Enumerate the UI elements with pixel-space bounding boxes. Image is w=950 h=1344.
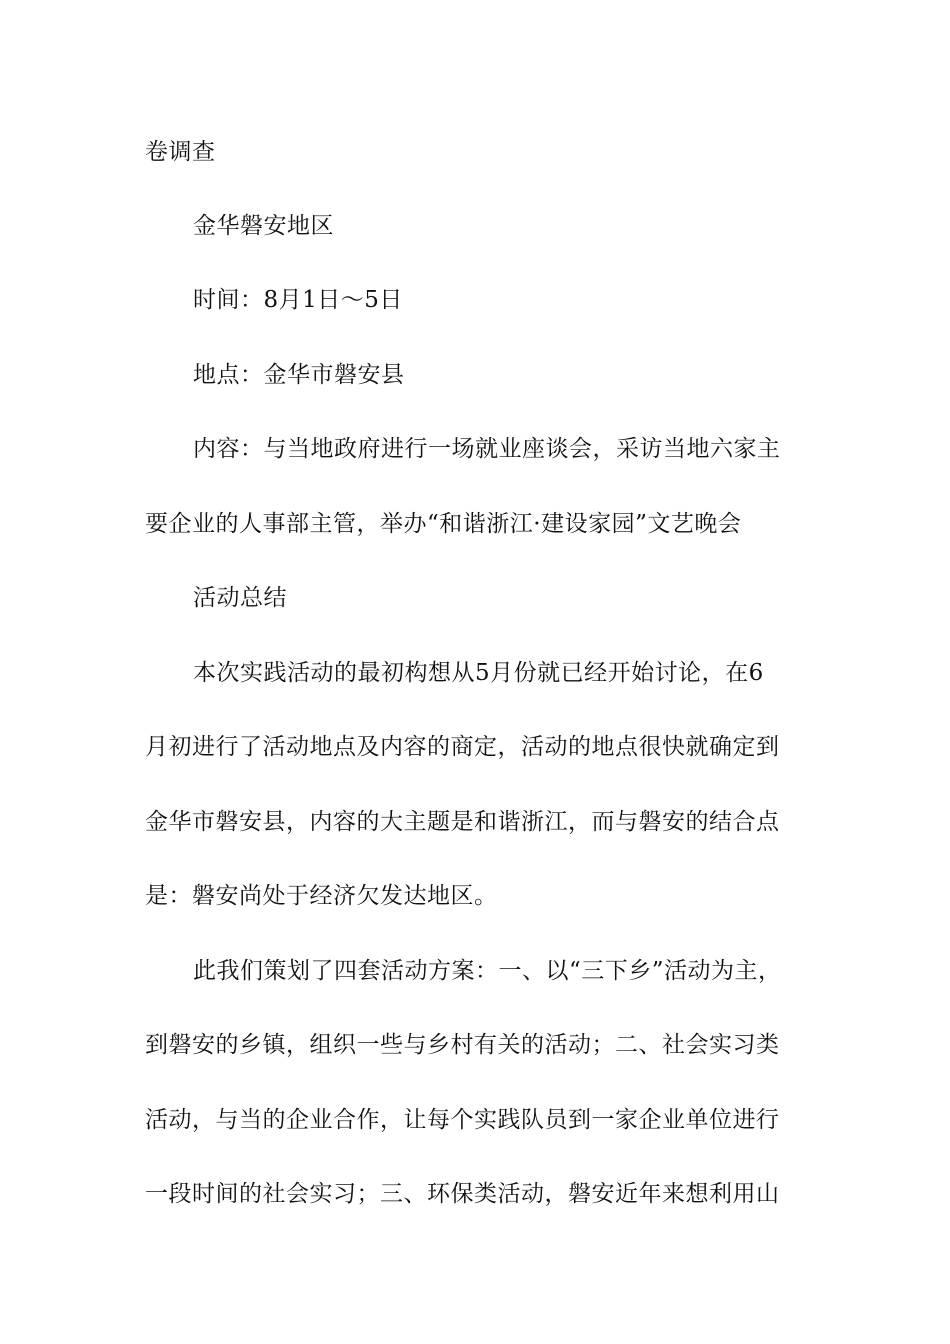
text-line-location: 地点：金华市磐安县 — [193, 362, 405, 388]
paragraph-line: 金华市磐安县，内容的大主题是和谐浙江，而与磐安的结合点 — [145, 809, 780, 835]
text-line-content: 内容：与当地政府进行一场就业座谈会，采访当地六家主 — [193, 436, 781, 462]
section-heading-summary: 活动总结 — [193, 585, 287, 611]
paragraph-line: 月初进行了活动地点及内容的商定，活动的地点很快就确定到 — [145, 734, 780, 760]
text-line-survey: 卷调查 — [145, 139, 216, 165]
paragraph-line: 此我们策划了四套活动方案：一、以“三下乡”活动为主， — [193, 958, 782, 984]
paragraph-line: 本次实践活动的最初构想从5月份就已经开始讨论，在6 — [193, 660, 764, 686]
paragraph-line: 一段时间的社会实习；三、环保类活动，磐安近年来想利用山 — [145, 1181, 780, 1207]
text-line-content-cont: 要企业的人事部主管，举办“和谐浙江·建设家园”文艺晚会 — [145, 511, 742, 537]
paragraph-line: 活动，与当的企业合作，让每个实践队员到一家企业单位进行 — [145, 1107, 780, 1133]
paragraph-line: 到磐安的乡镇，组织一些与乡村有关的活动；二、社会实习类 — [145, 1032, 780, 1058]
paragraph-line: 是：磐安尚处于经济欠发达地区。 — [145, 883, 498, 909]
text-line-region: 金华磐安地区 — [193, 213, 334, 239]
text-line-time: 时间：8月1日～5日 — [193, 287, 403, 313]
